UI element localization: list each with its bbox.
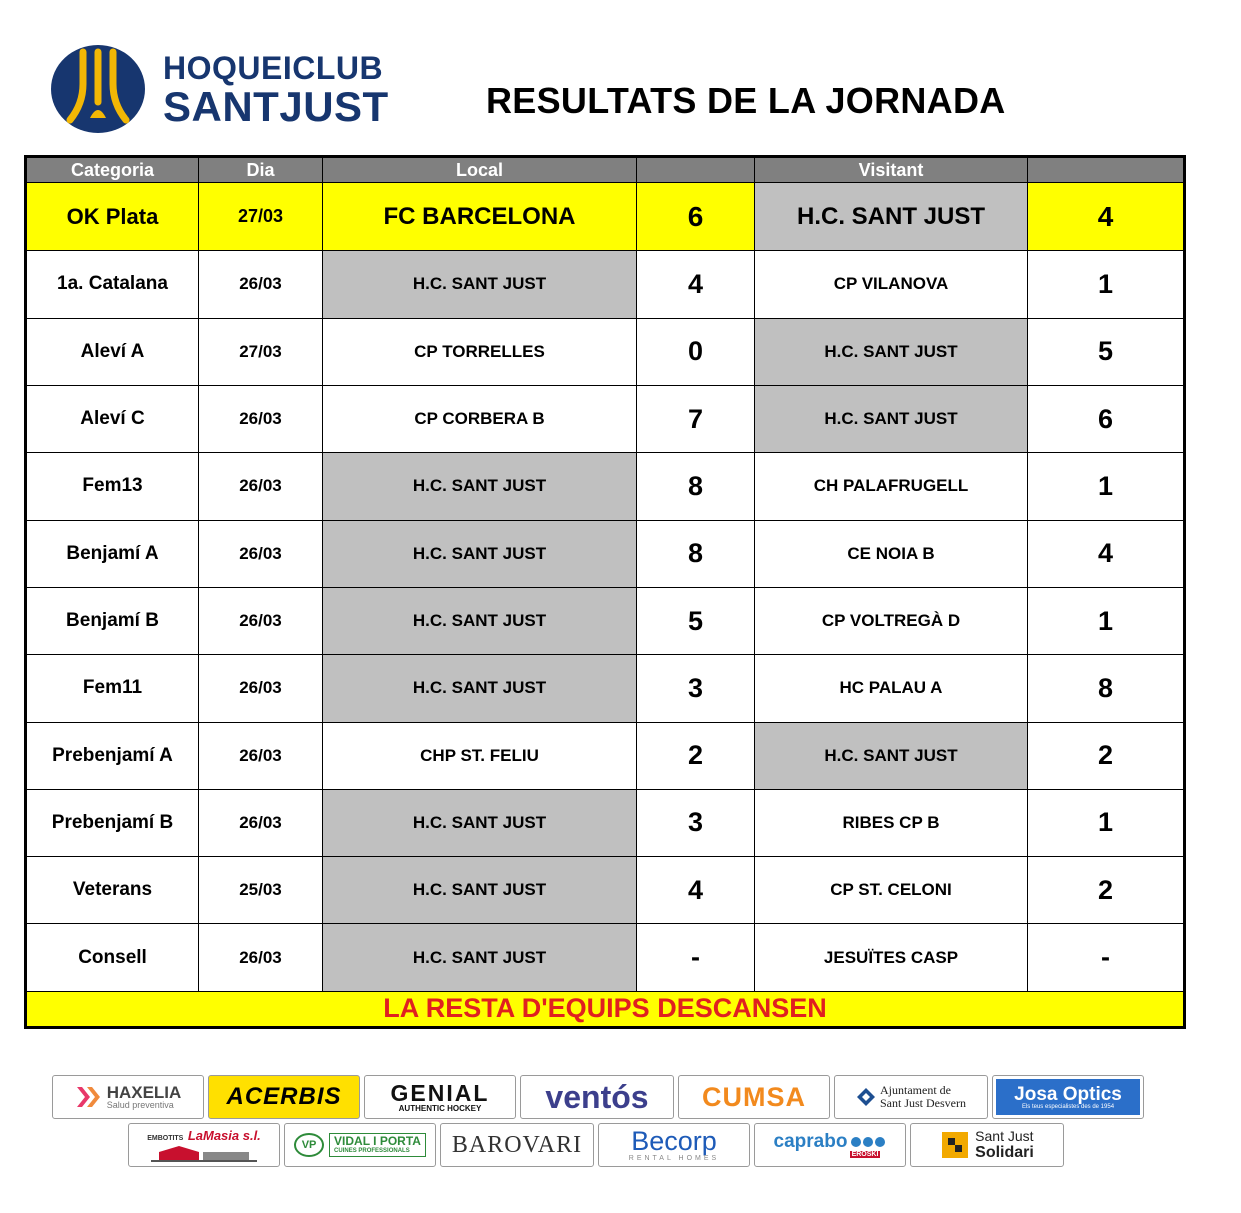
visitant-team-cell: CP ST. CELONI: [755, 857, 1028, 924]
table-row: [26, 924, 1185, 991]
local-goals-cell: 7: [637, 385, 755, 452]
visitant-goals-cell: 1: [1028, 587, 1185, 654]
local-goals-cell: 0: [637, 318, 755, 385]
categoria-cell: Aleví A: [26, 318, 199, 385]
local-goals-cell: 3: [637, 655, 755, 722]
visitant-team-cell: HC PALAU A: [755, 655, 1028, 722]
sponsor-ajuntament: [834, 1075, 988, 1119]
dia-cell: 26/03: [199, 385, 323, 452]
table-row: [26, 520, 1185, 587]
becorp-tagline: RENTAL HOMES: [628, 1155, 720, 1162]
barovari-name: BAROVARI: [451, 1131, 583, 1158]
club-logo: [50, 44, 146, 134]
categoria-cell: Prebenjamí B: [26, 789, 199, 856]
genial-tagline: AUTHENTIC HOCKEY: [398, 1103, 482, 1113]
header-dia: Dia: [199, 157, 323, 183]
dia-cell: 26/03: [199, 520, 323, 587]
visitant-team-cell: CH PALAFRUGELL: [755, 453, 1028, 520]
haxelia-tagline: Salud preventiva: [106, 1100, 174, 1110]
table-row: [26, 587, 1185, 654]
footer-row: [26, 991, 1185, 1027]
visitant-goals-cell: 1: [1028, 453, 1185, 520]
haxelia-chevrons-icon: [75, 1085, 103, 1109]
dia-cell: 27/03: [199, 183, 323, 251]
dia-cell: 26/03: [199, 722, 323, 789]
categoria-cell: Aleví C: [26, 385, 199, 452]
dia-cell: 26/03: [199, 251, 323, 318]
local-team-cell: H.C. SANT JUST: [323, 924, 637, 991]
visitant-team-cell: CP VOLTREGÀ D: [755, 587, 1028, 654]
sponsor-josa-optics: [992, 1075, 1144, 1119]
josa-name: Josa Optics: [1014, 1083, 1122, 1105]
visitant-goals-cell: 1: [1028, 789, 1185, 856]
categoria-cell: OK Plata: [26, 183, 199, 251]
club-name: [163, 52, 389, 128]
sponsor-haxelia: [52, 1075, 204, 1119]
sponsor-becorp: [598, 1123, 750, 1167]
dia-cell: 26/03: [199, 587, 323, 654]
header-local: Local: [323, 157, 637, 183]
sponsor-cumsa: [678, 1075, 830, 1119]
caprabo-tagline: EROSKI: [851, 1151, 879, 1158]
genial-name: GENIAL: [390, 1079, 490, 1106]
local-goals-cell: 5: [637, 587, 755, 654]
local-team-cell: H.C. SANT JUST: [323, 655, 637, 722]
categoria-cell: Benjamí A: [26, 520, 199, 587]
visitant-goals-cell: 2: [1028, 722, 1185, 789]
ajuntament-line1: Ajuntament de: [880, 1082, 951, 1097]
josa-tagline: Els teus especialistes des de 1954: [1021, 1103, 1115, 1110]
header-visitant: Visitant: [755, 157, 1028, 183]
categoria-cell: Benjamí B: [26, 587, 199, 654]
lamasia-name: LaMasia s.l.: [187, 1128, 261, 1143]
visitant-goals-cell: 4: [1028, 520, 1185, 587]
dia-cell: 26/03: [199, 789, 323, 856]
table-row: [26, 385, 1185, 452]
table-row: [26, 318, 1185, 385]
visitant-goals-cell: 4: [1028, 183, 1185, 251]
categoria-cell: Fem11: [26, 655, 199, 722]
solidari-line1: Sant Just: [975, 1127, 1034, 1144]
table-row: [26, 251, 1185, 318]
lamasia-brand: EMBOTITS: [147, 1135, 184, 1142]
ajuntament-emblem-icon: [856, 1087, 876, 1107]
dia-cell: 26/03: [199, 924, 323, 991]
acerbis-name: ACERBIS: [226, 1083, 342, 1110]
local-goals-cell: 3: [637, 789, 755, 856]
local-goals-cell: 4: [637, 251, 755, 318]
local-team-cell: CHP ST. FELIU: [323, 722, 637, 789]
sponsor-ventos: [520, 1075, 674, 1119]
dia-cell: 26/03: [199, 453, 323, 520]
table-row: [26, 789, 1185, 856]
visitant-team-cell: H.C. SANT JUST: [755, 318, 1028, 385]
visitant-team-cell: H.C. SANT JUST: [755, 385, 1028, 452]
visitant-team-cell: RIBES CP B: [755, 789, 1028, 856]
solidari-line2: Solidari: [975, 1143, 1034, 1161]
farmhouse-icon: [149, 1144, 259, 1162]
table-row: [26, 857, 1185, 924]
sponsor-acerbis: [208, 1075, 360, 1119]
sponsor-caprabo: [754, 1123, 906, 1167]
visitant-goals-cell: 2: [1028, 857, 1185, 924]
visitant-team-cell: H.C. SANT JUST: [755, 183, 1028, 251]
local-team-cell: H.C. SANT JUST: [323, 453, 637, 520]
local-team-cell: H.C. SANT JUST: [323, 857, 637, 924]
solidari-emblem-icon: [940, 1130, 970, 1160]
dia-cell: 27/03: [199, 318, 323, 385]
visitant-goals-cell: 5: [1028, 318, 1185, 385]
vidal-name: VIDAL I PORTA: [334, 1134, 421, 1149]
visitant-goals-cell: 6: [1028, 385, 1185, 452]
table-row: [26, 722, 1185, 789]
ajuntament-line2: Sant Just Desvern: [880, 1096, 966, 1110]
visitant-team-cell: CP VILANOVA: [755, 251, 1028, 318]
visitant-goals-cell: 8: [1028, 655, 1185, 722]
club-name-line1: HOQUEICLUB: [163, 50, 384, 86]
sponsor-genial: [364, 1075, 516, 1119]
vidal-tagline: CUINES PROFESSIONALS: [334, 1148, 410, 1155]
results-table: [24, 155, 1186, 1029]
local-goals-cell: 2: [637, 722, 755, 789]
table-row: [26, 655, 1185, 722]
categoria-cell: Prebenjamí A: [26, 722, 199, 789]
dia-cell: 25/03: [199, 857, 323, 924]
local-goals-cell: -: [637, 924, 755, 991]
local-goals-cell: 6: [637, 183, 755, 251]
ventos-name: ventós: [545, 1078, 649, 1115]
sponsor-vidal-i-porta: [284, 1123, 436, 1167]
page-title: RESULTATS DE LA JORNADA: [486, 80, 1006, 121]
header-visitant-goals: [1028, 157, 1185, 183]
sponsor-sant-just-solidari: [910, 1123, 1064, 1167]
local-team-cell: CP CORBERA B: [323, 385, 637, 452]
club-name-line2: SANTJUST: [163, 83, 389, 130]
visitant-team-cell: CE NOIA B: [755, 520, 1028, 587]
local-goals-cell: 8: [637, 520, 755, 587]
local-goals-cell: 8: [637, 453, 755, 520]
local-team-cell: H.C. SANT JUST: [323, 789, 637, 856]
caprabo-name: caprabo: [773, 1131, 848, 1152]
dia-cell: 26/03: [199, 655, 323, 722]
visitant-team-cell: H.C. SANT JUST: [755, 722, 1028, 789]
table-header-row: [26, 157, 1185, 183]
vidal-mark: VP: [294, 1133, 324, 1157]
haxelia-name: HAXELIA: [106, 1083, 182, 1102]
local-team-cell: H.C. SANT JUST: [323, 587, 637, 654]
categoria-cell: Fem13: [26, 453, 199, 520]
categoria-cell: 1a. Catalana: [26, 251, 199, 318]
local-goals-cell: 4: [637, 857, 755, 924]
local-team-cell: FC BARCELONA: [323, 183, 637, 251]
categoria-cell: Veterans: [26, 857, 199, 924]
featured-row: [26, 183, 1185, 251]
table-row: [26, 453, 1185, 520]
visitant-team-cell: JESUÏTES CASP: [755, 924, 1028, 991]
cumsa-name: CUMSA: [702, 1081, 806, 1112]
categoria-cell: Consell: [26, 924, 199, 991]
visitant-goals-cell: -: [1028, 924, 1185, 991]
local-team-cell: H.C. SANT JUST: [323, 520, 637, 587]
header-local-goals: [637, 157, 755, 183]
header-categoria: Categoria: [26, 157, 199, 183]
rest-notice: LA RESTA D'EQUIPS DESCANSEN: [26, 991, 1185, 1027]
local-team-cell: H.C. SANT JUST: [323, 251, 637, 318]
caprabo-dots-icon: [850, 1136, 886, 1148]
local-team-cell: CP TORRELLES: [323, 318, 637, 385]
visitant-goals-cell: 1: [1028, 251, 1185, 318]
becorp-name: Becorp: [631, 1126, 717, 1156]
sponsor-barovari: [440, 1123, 594, 1167]
sponsor-lamasia: [128, 1123, 280, 1167]
